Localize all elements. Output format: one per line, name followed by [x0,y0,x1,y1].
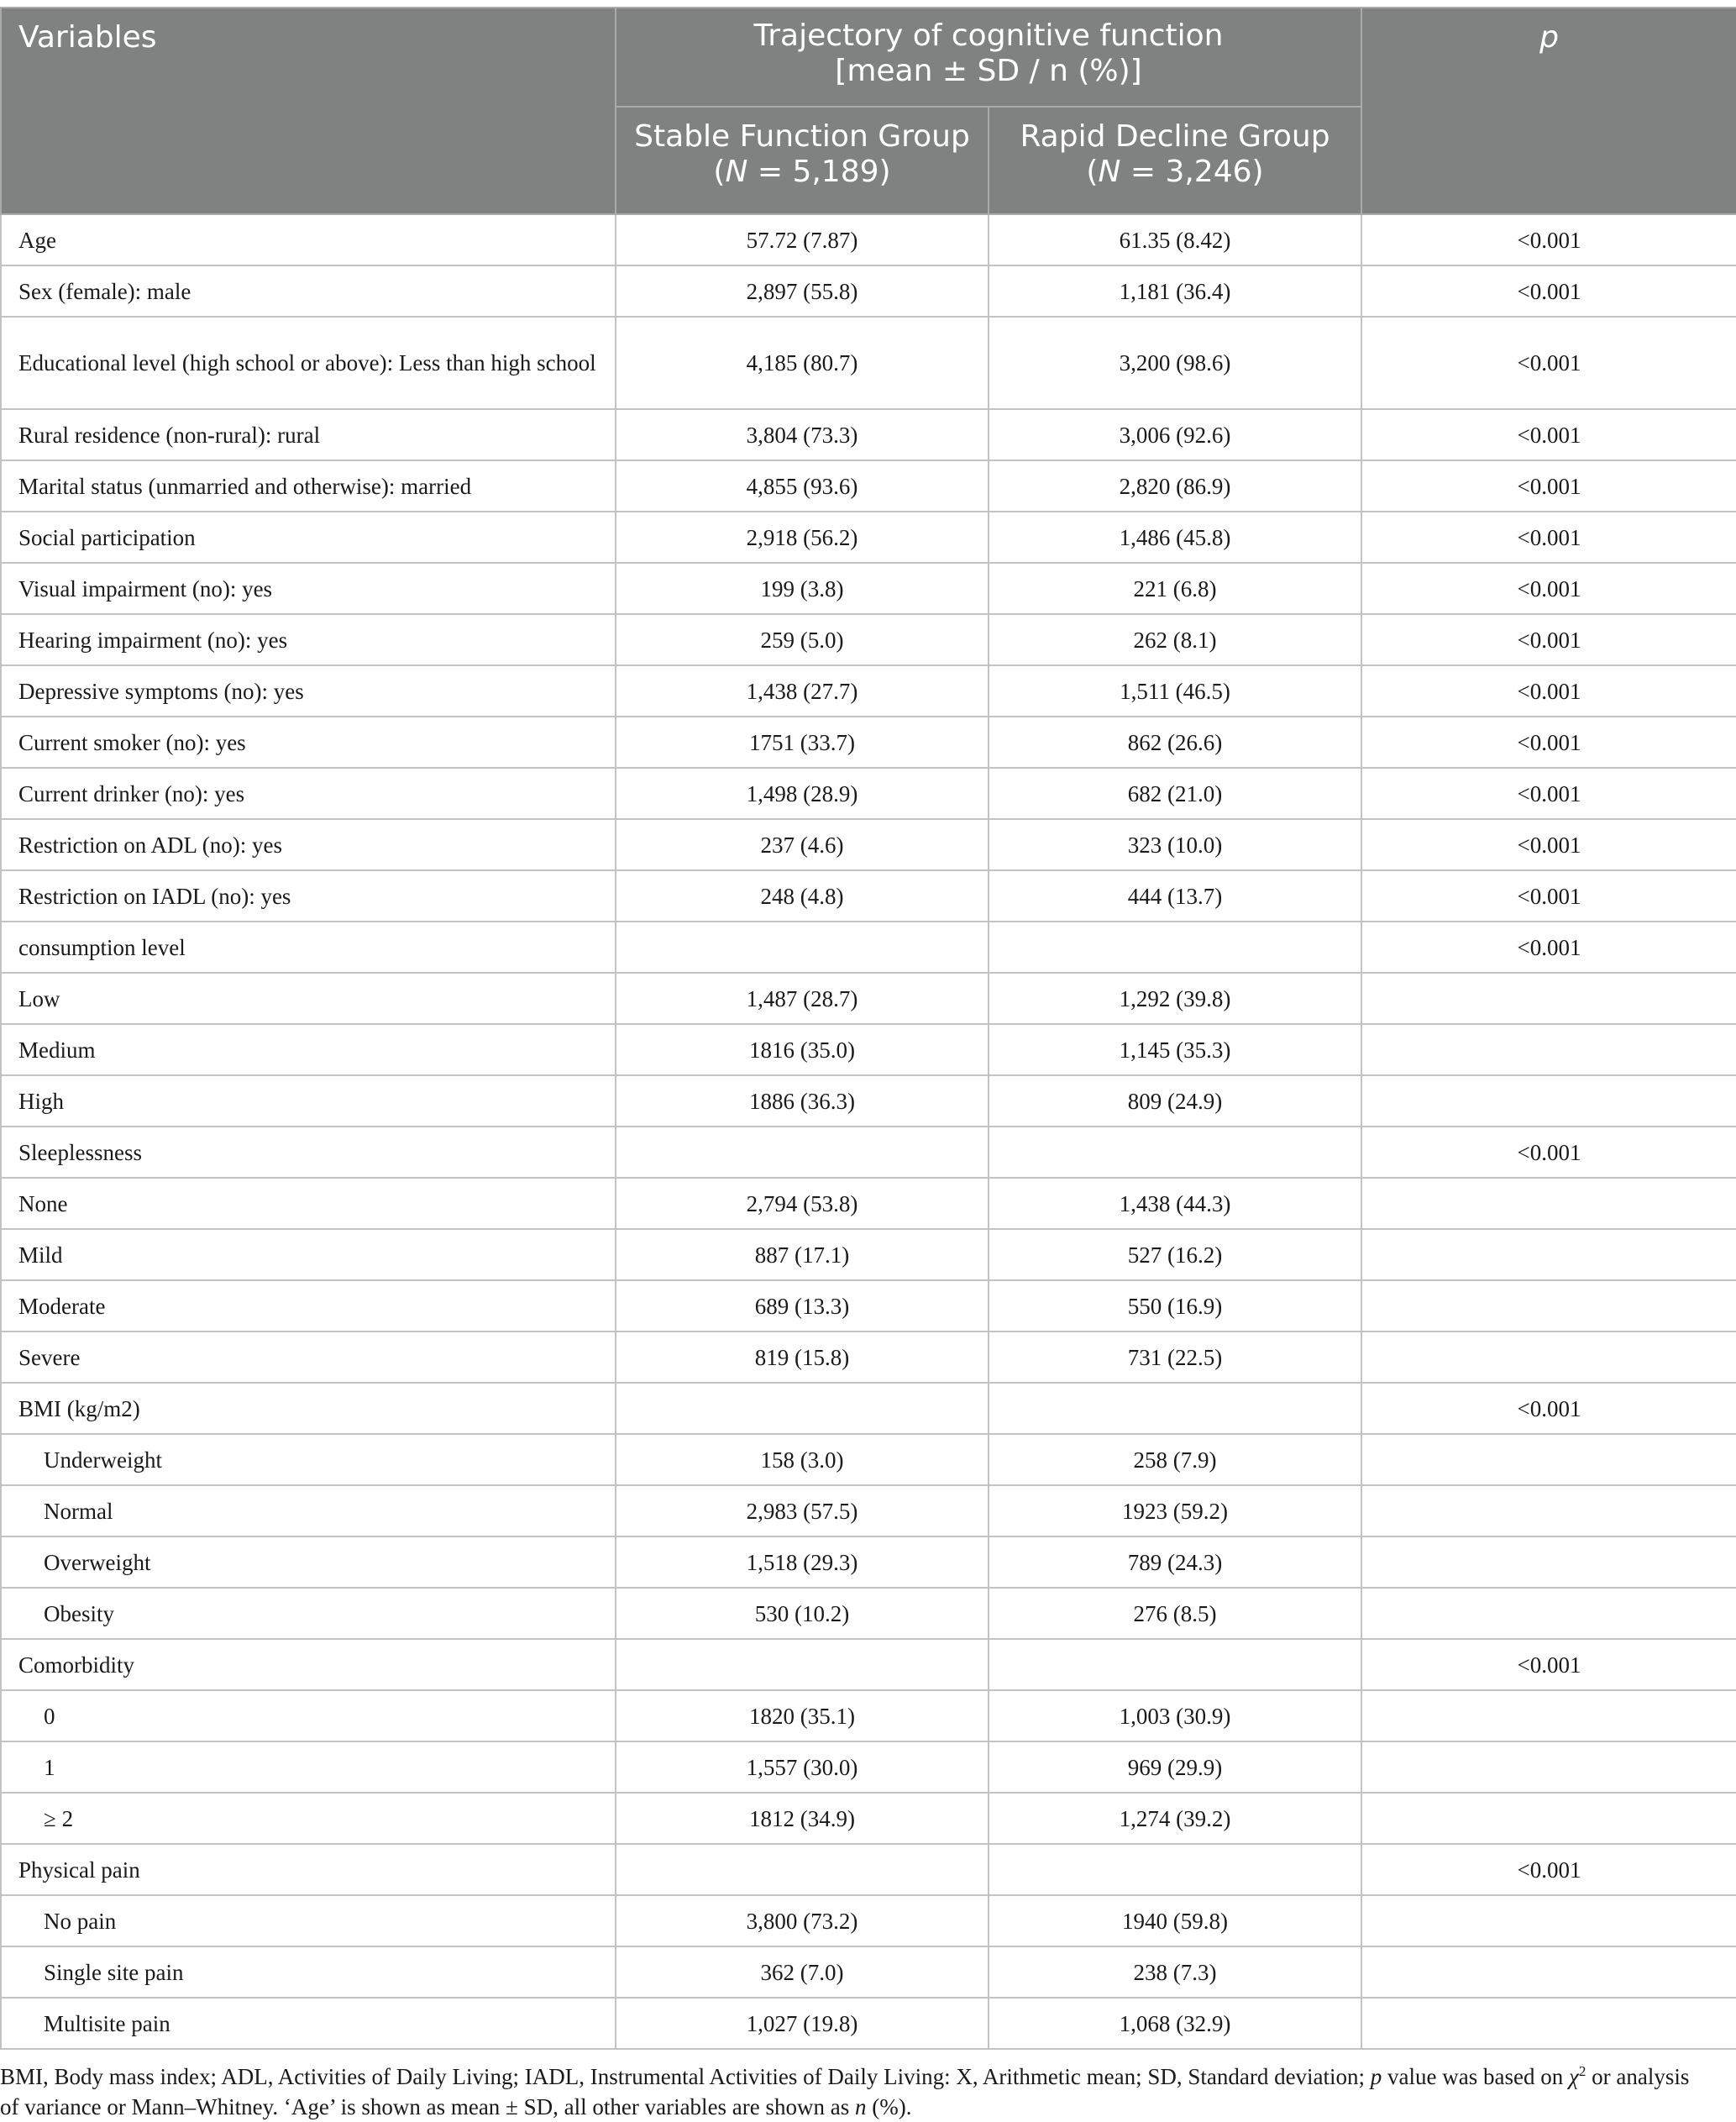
table-row [1,870,1736,922]
variable-cell: Rural residence (non-rural): rural [1,409,616,460]
rapid-cell: 1,486 (45.8) [989,512,1361,563]
variable-cell: Severe [1,1332,616,1383]
variable-cell: Moderate [1,1280,616,1332]
table-container [0,7,1736,2050]
stable-cell: 819 (15.8) [616,1332,989,1383]
variable-cell: 0 [1,1690,616,1741]
table-row [1,819,1736,870]
p-cell: <0.001 [1361,317,1736,409]
rapid-cell: 682 (21.0) [989,768,1361,819]
variable-cell: Depressive symptoms (no): yes [1,665,616,717]
stable-cell: 3,804 (73.3) [616,409,989,460]
p-cell: <0.001 [1361,512,1736,563]
stable-cell [616,1639,989,1690]
rapid-cell: 1923 (59.2) [989,1485,1361,1536]
stable-cell: 1,438 (27.7) [616,665,989,717]
stable-cell [616,1383,989,1434]
rapid-cell: 1,181 (36.4) [989,265,1361,317]
stable-cell: 2,897 (55.8) [616,265,989,317]
stable-cell: 3,800 (73.2) [616,1895,989,1946]
variable-cell: Social participation [1,512,616,563]
p-cell: <0.001 [1361,1844,1736,1895]
table-row [1,1793,1736,1844]
stable-cell: 887 (17.1) [616,1229,989,1280]
table-row [1,717,1736,768]
p-cell: <0.001 [1361,717,1736,768]
header-stable-group-name: Stable Function Group [634,119,970,154]
p-cell: <0.001 [1361,922,1736,973]
variable-cell: Underweight [1,1434,616,1485]
stable-cell: 259 (5.0) [616,614,989,665]
table-row [1,1434,1736,1485]
rapid-cell: 2,820 (86.9) [989,460,1361,512]
header-rapid-group-n: (N = 3,246) [1086,155,1264,189]
footnote-part4: (%). [866,2094,912,2119]
table-row [1,614,1736,665]
stable-cell: 158 (3.0) [616,1434,989,1485]
table-row [1,1588,1736,1639]
header-trajectory [616,8,1361,107]
table-row [1,1895,1736,1946]
header-stable-group [616,107,989,214]
variable-cell: Sex (female): male [1,265,616,317]
stable-cell: 2,983 (57.5) [616,1485,989,1536]
p-cell [1361,1536,1736,1588]
table-row [1,563,1736,614]
rapid-cell: 527 (16.2) [989,1229,1361,1280]
stable-cell: 1886 (36.3) [616,1075,989,1127]
variable-cell: Obesity [1,1588,616,1639]
stable-cell: 1,557 (30.0) [616,1741,989,1793]
table-row [1,768,1736,819]
table-row [1,1485,1736,1536]
header-stable-n-label: N [725,155,748,189]
header-rapid-n-label: N [1098,155,1121,189]
variable-cell: High [1,1075,616,1127]
rapid-cell: 444 (13.7) [989,870,1361,922]
stable-cell: 1816 (35.0) [616,1024,989,1075]
stable-cell: 1,027 (19.8) [616,1998,989,2049]
header-trajectory-line1: Trajectory of cognitive function [753,18,1224,53]
rapid-cell: 238 (7.3) [989,1946,1361,1998]
stable-cell: 1,498 (28.9) [616,768,989,819]
header-rapid-n-value: = 3,246) [1120,155,1264,189]
stable-cell [616,1844,989,1895]
table-row [1,512,1736,563]
stable-cell: 530 (10.2) [616,1588,989,1639]
header-p [1361,8,1736,214]
table-footnote [0,2056,1705,2122]
p-cell: <0.001 [1361,1639,1736,1690]
stable-cell [616,922,989,973]
p-cell [1361,1690,1736,1741]
stable-cell: 2,918 (56.2) [616,512,989,563]
p-cell: <0.001 [1361,614,1736,665]
header-stable-group-n: (N = 5,189) [713,155,891,189]
rapid-cell: 1,068 (32.9) [989,1998,1361,2049]
stable-cell: 1820 (35.1) [616,1690,989,1741]
header-p-label: p [1539,20,1559,55]
p-cell [1361,1485,1736,1536]
table-row [1,1178,1736,1229]
rapid-cell: 3,006 (92.6) [989,409,1361,460]
stable-cell [616,1127,989,1178]
variable-cell: Age [1,214,616,265]
stable-cell: 199 (3.8) [616,563,989,614]
variable-cell: Low [1,973,616,1024]
p-cell: <0.001 [1361,409,1736,460]
p-cell [1361,973,1736,1024]
rapid-cell: 1,511 (46.5) [989,665,1361,717]
table-row [1,1690,1736,1741]
p-cell [1361,1998,1736,2049]
stable-cell: 248 (4.8) [616,870,989,922]
variable-cell: No pain [1,1895,616,1946]
characteristics-table [0,7,1736,2050]
header-trajectory-line2: [mean ± SD / n (%)] [835,54,1142,88]
variable-cell: None [1,1178,616,1229]
table-row [1,1075,1736,1127]
table-row [1,1280,1736,1332]
table-row [1,973,1736,1024]
p-cell [1361,1741,1736,1793]
rapid-cell: 221 (6.8) [989,563,1361,614]
variable-cell: Current smoker (no): yes [1,717,616,768]
rapid-cell: 1,145 (35.3) [989,1024,1361,1075]
table-row [1,1229,1736,1280]
table-row [1,1741,1736,1793]
rapid-cell: 3,200 (98.6) [989,317,1361,409]
table-row [1,317,1736,409]
header-stable-n-value: = 5,189) [747,155,891,189]
variable-cell: consumption level [1,922,616,973]
rapid-cell: 1,292 (39.8) [989,973,1361,1024]
variable-cell: Comorbidity [1,1639,616,1690]
rapid-cell: 61.35 (8.42) [989,214,1361,265]
stable-cell: 689 (13.3) [616,1280,989,1332]
variable-cell: Sleeplessness [1,1127,616,1178]
stable-cell: 1812 (34.9) [616,1793,989,1844]
p-cell: <0.001 [1361,265,1736,317]
rapid-cell: 809 (24.9) [989,1075,1361,1127]
variable-cell: Multisite pain [1,1998,616,2049]
rapid-cell: 276 (8.5) [989,1588,1361,1639]
rapid-cell [989,1639,1361,1690]
p-cell [1361,1178,1736,1229]
rapid-cell [989,1383,1361,1434]
variable-cell: Marital status (unmarried and otherwise): married [1,460,616,512]
table-row [1,1946,1736,1998]
p-cell: <0.001 [1361,460,1736,512]
stable-cell: 57.72 (7.87) [616,214,989,265]
table-row [1,265,1736,317]
footnote-part1: BMI, Body mass index; ADL, Activities of Daily Living; IADL, Instrumental Activities of Daily Living: X, Arithmetic mean; SD, Standard deviation; [0,2064,1371,2089]
footnote-chi-sup: 2 [1578,2063,1587,2079]
stable-cell: 4,185 (80.7) [616,317,989,409]
rapid-cell: 1940 (59.8) [989,1895,1361,1946]
rapid-cell: 550 (16.9) [989,1280,1361,1332]
p-cell [1361,1229,1736,1280]
table-row [1,922,1736,973]
variable-cell: Current drinker (no): yes [1,768,616,819]
table-row [1,1383,1736,1434]
table-row [1,1998,1736,2049]
p-cell: <0.001 [1361,870,1736,922]
p-cell: <0.001 [1361,819,1736,870]
table-row [1,1536,1736,1588]
rapid-cell [989,922,1361,973]
p-cell [1361,1332,1736,1383]
rapid-cell: 1,003 (30.9) [989,1690,1361,1741]
p-cell [1361,1075,1736,1127]
table-row [1,1844,1736,1895]
stable-cell: 4,855 (93.6) [616,460,989,512]
p-cell [1361,1434,1736,1485]
table-row [1,460,1736,512]
variable-cell: BMI (kg/m2) [1,1383,616,1434]
footnote-part3: or analysis of variance or Mann–Whitney. ‘Age’ is shown as mean ± SD, all other variables are shown as [0,2064,1690,2119]
variable-cell: Visual impairment (no): yes [1,563,616,614]
header-rapid-group [989,107,1361,214]
rapid-cell: 1,274 (39.2) [989,1793,1361,1844]
rapid-cell: 862 (26.6) [989,717,1361,768]
rapid-cell [989,1127,1361,1178]
variable-cell: Single site pain [1,1946,616,1998]
header-variables: Variables [1,8,616,214]
stable-cell: 1,487 (28.7) [616,973,989,1024]
stable-cell: 362 (7.0) [616,1946,989,1998]
stable-cell: 1751 (33.7) [616,717,989,768]
rapid-cell: 731 (22.5) [989,1332,1361,1383]
table-row [1,665,1736,717]
footnote-chi: χ [1568,2064,1579,2089]
rapid-cell: 262 (8.1) [989,614,1361,665]
p-cell: <0.001 [1361,768,1736,819]
p-cell [1361,1280,1736,1332]
p-cell: <0.001 [1361,1127,1736,1178]
p-cell [1361,1024,1736,1075]
footnote-n: n [855,2094,867,2119]
p-cell: <0.001 [1361,1383,1736,1434]
rapid-cell [989,1844,1361,1895]
table-row [1,1639,1736,1690]
variable-cell: Overweight [1,1536,616,1588]
variable-cell: Hearing impairment (no): yes [1,614,616,665]
variable-cell: Physical pain [1,1844,616,1895]
p-cell [1361,1946,1736,1998]
rapid-cell: 323 (10.0) [989,819,1361,870]
variable-cell: Educational level (high school or above): Less than high school [1,317,616,409]
rapid-cell: 969 (29.9) [989,1741,1361,1793]
p-cell: <0.001 [1361,563,1736,614]
table-row [1,1127,1736,1178]
p-cell [1361,1588,1736,1639]
variable-cell: 1 [1,1741,616,1793]
stable-cell: 237 (4.6) [616,819,989,870]
stable-cell: 1,518 (29.3) [616,1536,989,1588]
variable-cell: Mild [1,1229,616,1280]
variable-cell: Normal [1,1485,616,1536]
p-cell: <0.001 [1361,214,1736,265]
table-row [1,1332,1736,1383]
rapid-cell: 1,438 (44.3) [989,1178,1361,1229]
rapid-cell: 258 (7.9) [989,1434,1361,1485]
variable-cell: ≥ 2 [1,1793,616,1844]
variable-cell: Medium [1,1024,616,1075]
footnote-part2: value was based on [1382,2064,1569,2089]
table-row [1,409,1736,460]
p-cell [1361,1793,1736,1844]
table-row [1,1024,1736,1075]
table-row [1,214,1736,265]
p-cell [1361,1895,1736,1946]
footnote-p: p [1370,2064,1382,2089]
stable-cell: 2,794 (53.8) [616,1178,989,1229]
variable-cell: Restriction on ADL (no): yes [1,819,616,870]
variable-cell: Restriction on IADL (no): yes [1,870,616,922]
rapid-cell: 789 (24.3) [989,1536,1361,1588]
header-rapid-group-name: Rapid Decline Group [1020,119,1330,154]
p-cell: <0.001 [1361,665,1736,717]
